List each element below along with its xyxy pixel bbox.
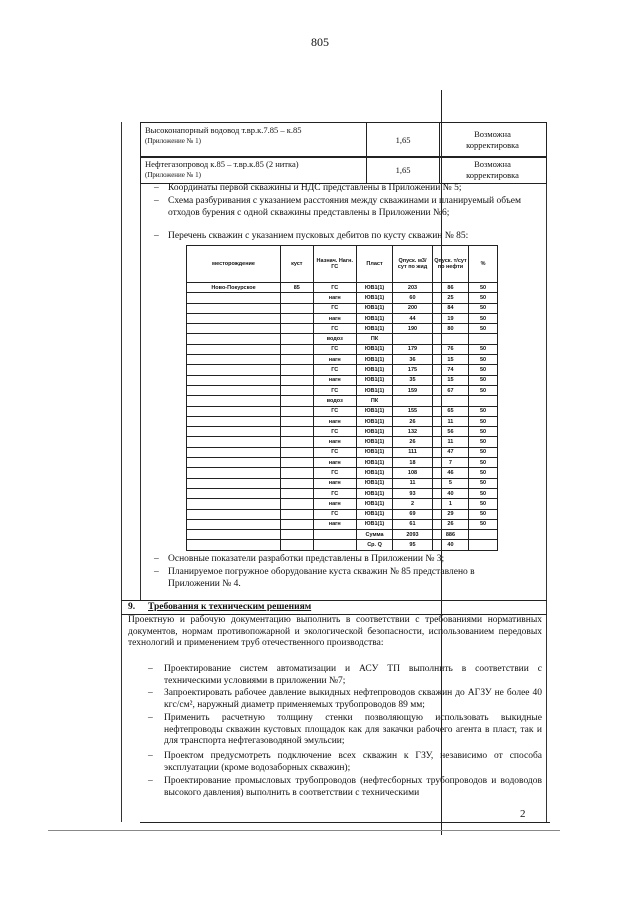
table-cell: ГС bbox=[313, 509, 356, 519]
table-cell: 7 bbox=[432, 458, 468, 468]
table-cell: 50 bbox=[469, 509, 498, 519]
table-cell: 85 bbox=[281, 283, 314, 293]
table-cell: 50 bbox=[469, 283, 498, 293]
pipeline-status: Возможна корректировка bbox=[466, 159, 519, 180]
table-cell: 61 bbox=[393, 519, 433, 529]
table-cell: ЮВ1(1) bbox=[356, 437, 392, 447]
table-row bbox=[187, 468, 498, 478]
table-cell bbox=[281, 416, 314, 426]
table-cell: нагн bbox=[313, 375, 356, 385]
table-cell: 175 bbox=[393, 365, 433, 375]
bullet-item: – Планируемое погружное оборудование куста скважин № 85 представлено в Приложении № 4. bbox=[154, 567, 475, 589]
table-cell: 60 bbox=[393, 293, 433, 303]
table-cell: 15 bbox=[432, 355, 468, 365]
table-cell bbox=[281, 313, 314, 323]
table-cell bbox=[187, 530, 281, 540]
table-cell: 50 bbox=[469, 427, 498, 437]
table-cell bbox=[281, 499, 314, 509]
table-cell bbox=[187, 499, 281, 509]
table-cell bbox=[187, 365, 281, 375]
table-cell: ЮВ1(1) bbox=[356, 427, 392, 437]
table-cell: ГС bbox=[313, 406, 356, 416]
pipeline-name: Высоконапорный водовод т.вр.к.7.85 – к.85 bbox=[145, 125, 302, 135]
table-cell bbox=[187, 540, 281, 550]
table-cell: 26 bbox=[393, 416, 433, 426]
table-cell: ЮВ1(1) bbox=[356, 313, 392, 323]
table-cell bbox=[187, 427, 281, 437]
table-cell: ГС bbox=[313, 324, 356, 334]
table-cell: ЮВ1(1) bbox=[356, 406, 392, 416]
table-cell: нагн bbox=[313, 458, 356, 468]
footer-number: 2 bbox=[520, 808, 526, 820]
table-header-cell: Qпуск. т/сут по нефти bbox=[432, 246, 468, 283]
table-cell bbox=[281, 396, 314, 406]
table-cell: 50 bbox=[469, 324, 498, 334]
table-cell: 47 bbox=[432, 447, 468, 457]
pipeline-value: 1,65 bbox=[367, 157, 440, 183]
section-item: – Проектом предусмотреть подключение всех скважин к ГЗУ, независимо от способа эксплуатации (кроме водозаборных скважин); bbox=[148, 751, 542, 773]
table-row bbox=[187, 530, 498, 540]
footer-rule bbox=[48, 830, 560, 831]
table-row bbox=[187, 427, 498, 437]
table-cell: 50 bbox=[469, 437, 498, 447]
table-cell: ЮВ1(1) bbox=[356, 447, 392, 457]
table-cell: 50 bbox=[469, 303, 498, 313]
table-cell bbox=[187, 488, 281, 498]
table-cell: ГС bbox=[313, 303, 356, 313]
table-cell bbox=[281, 437, 314, 447]
table-cell: нагн bbox=[313, 293, 356, 303]
table-cell: 74 bbox=[432, 365, 468, 375]
table-cell: 50 bbox=[469, 375, 498, 385]
table-cell: 108 bbox=[393, 468, 433, 478]
pipeline-name: Нефтегазопровод к.85 – т.вр.к.85 (2 нитка) bbox=[145, 159, 299, 169]
table-row bbox=[187, 478, 498, 488]
table-cell bbox=[187, 385, 281, 395]
table-cell: водоз bbox=[313, 396, 356, 406]
table-cell: ЮВ1(1) bbox=[356, 283, 392, 293]
table-cell bbox=[313, 540, 356, 550]
table-cell: 111 bbox=[393, 447, 433, 457]
table-cell: 15 bbox=[432, 375, 468, 385]
table-header-cell: месторождение bbox=[187, 246, 281, 283]
table-cell bbox=[187, 396, 281, 406]
table-cell bbox=[187, 375, 281, 385]
table-cell: 67 bbox=[432, 385, 468, 395]
table-cell: ГС bbox=[313, 283, 356, 293]
table-cell bbox=[281, 519, 314, 529]
bullet-item: – Схема разбуривания с указанием расстояния между скважинами и планируемый объем отходов бурения с одной скважины представлены в Приложении №6; bbox=[154, 196, 521, 218]
table-cell: нагн bbox=[313, 313, 356, 323]
table-cell bbox=[281, 530, 314, 540]
table-cell bbox=[281, 293, 314, 303]
table-cell bbox=[187, 313, 281, 323]
table-cell bbox=[281, 334, 314, 344]
table-cell bbox=[187, 519, 281, 529]
table-cell bbox=[187, 447, 281, 457]
table-cell: Ср. Q bbox=[356, 540, 392, 550]
table-cell: 26 bbox=[393, 437, 433, 447]
table-row bbox=[187, 355, 498, 365]
table-cell bbox=[281, 344, 314, 354]
table-cell bbox=[281, 385, 314, 395]
table-cell bbox=[187, 509, 281, 519]
table-cell: 50 bbox=[469, 385, 498, 395]
table-row bbox=[187, 416, 498, 426]
table-cell: 155 bbox=[393, 406, 433, 416]
bullet-item: – Перечень скважин с указанием пусковых дебитов по кусту скважин № 85: bbox=[154, 231, 469, 241]
table-cell: 159 bbox=[393, 385, 433, 395]
table-cell: ЮВ1(1) bbox=[356, 324, 392, 334]
table-cell bbox=[281, 458, 314, 468]
table-cell: 35 bbox=[393, 375, 433, 385]
table-cell bbox=[281, 540, 314, 550]
table-cell: 1 bbox=[432, 499, 468, 509]
table-cell bbox=[187, 468, 281, 478]
table-row bbox=[187, 447, 498, 457]
table-header-cell: Qпуск. м3/сут по жид bbox=[393, 246, 433, 283]
pipeline-note: (Приложение № 1) bbox=[145, 171, 201, 179]
table-cell bbox=[469, 530, 498, 540]
table-cell: 50 bbox=[469, 406, 498, 416]
table-cell bbox=[187, 406, 281, 416]
table-cell bbox=[187, 458, 281, 468]
table-cell bbox=[187, 303, 281, 313]
table-cell: ЮВ1(1) bbox=[356, 509, 392, 519]
table-cell: 26 bbox=[432, 519, 468, 529]
table-cell: 50 bbox=[469, 365, 498, 375]
table-cell: ГС bbox=[313, 488, 356, 498]
table-cell: 50 bbox=[469, 478, 498, 488]
section-item: – Запроектировать рабочее давление выкидных нефтепроводов скважин до АГЗУ не более 40 кгс/см², наружный диаметр применяемых трубопроводов 89 мм; bbox=[148, 688, 542, 710]
table-row bbox=[187, 283, 498, 293]
pipeline-row-1 bbox=[140, 122, 547, 158]
table-cell bbox=[187, 416, 281, 426]
table-cell: ЮВ1(1) bbox=[356, 303, 392, 313]
table-cell: ЮВ1(1) bbox=[356, 519, 392, 529]
section-number: 9. bbox=[128, 602, 136, 612]
section-item: – Применить расчетную толщину стенки позволяющую использовать выкидные нефтепроводы скважин кустовых площадок как для закачки рабочего агента в пласт, так и для транспорта нефтегазоводяной эмульсии; bbox=[148, 713, 542, 746]
table-cell: 46 bbox=[432, 468, 468, 478]
table-cell: 11 bbox=[432, 416, 468, 426]
table-row bbox=[187, 437, 498, 447]
table-cell: ЮВ1(1) bbox=[356, 344, 392, 354]
table-row bbox=[187, 303, 498, 313]
section-item: – Проектирование промысловых трубопроводов (нефтесборных трубопроводов и водоводов высокого давления) выполнить в соответствии с техническими bbox=[148, 776, 542, 798]
table-row bbox=[187, 488, 498, 498]
table-cell: ЮВ1(1) bbox=[356, 385, 392, 395]
table-cell: 50 bbox=[469, 488, 498, 498]
table-cell: 50 bbox=[469, 344, 498, 354]
table-cell: ГС bbox=[313, 447, 356, 457]
table-cell: 19 bbox=[432, 313, 468, 323]
table-cell bbox=[281, 488, 314, 498]
table-cell bbox=[393, 334, 433, 344]
table-cell bbox=[187, 355, 281, 365]
table-cell: Сумма bbox=[356, 530, 392, 540]
table-border-left bbox=[121, 122, 122, 822]
table-cell: 56 bbox=[432, 427, 468, 437]
table-cell: ЮВ1(1) bbox=[356, 365, 392, 375]
table-row bbox=[187, 334, 498, 344]
table-cell: Ново-Покурское bbox=[187, 283, 281, 293]
table-cell: 179 bbox=[393, 344, 433, 354]
table-cell: 86 bbox=[432, 283, 468, 293]
table-row bbox=[187, 313, 498, 323]
pipeline-value: 1,65 bbox=[367, 123, 440, 157]
table-cell bbox=[187, 344, 281, 354]
table-cell: нагн bbox=[313, 519, 356, 529]
table-cell: 132 bbox=[393, 427, 433, 437]
table-cell bbox=[187, 437, 281, 447]
table-cell: 84 bbox=[432, 303, 468, 313]
table-cell: 190 bbox=[393, 324, 433, 334]
table-cell: нагн bbox=[313, 478, 356, 488]
table-cell: ПК bbox=[356, 396, 392, 406]
table-cell: 2093 bbox=[393, 530, 433, 540]
table-cell: 69 bbox=[393, 509, 433, 519]
table-cell bbox=[187, 334, 281, 344]
table-cell: ЮВ1(1) bbox=[356, 488, 392, 498]
table-cell bbox=[313, 530, 356, 540]
table-border-right bbox=[546, 122, 547, 822]
table-row bbox=[187, 406, 498, 416]
table-cell bbox=[187, 324, 281, 334]
table-cell bbox=[281, 355, 314, 365]
table-cell bbox=[469, 540, 498, 550]
table-header-cell: куст bbox=[281, 246, 314, 283]
table-cell bbox=[187, 293, 281, 303]
table-cell: 80 bbox=[432, 324, 468, 334]
pipeline-row-2 bbox=[140, 156, 547, 184]
section-intro: Проектную и рабочую документацию выполнить в соответствии с требованиями нормативных документов, нормам противопожарной и экологической безопасности, использованием передовых технологий и применением труб отечественного производства: bbox=[128, 615, 542, 648]
table-row bbox=[187, 540, 498, 550]
table-cell: ЮВ1(1) bbox=[356, 499, 392, 509]
table-row bbox=[187, 324, 498, 334]
table-cell bbox=[281, 324, 314, 334]
table-border-inner bbox=[140, 122, 141, 600]
table-row bbox=[187, 375, 498, 385]
table-cell bbox=[281, 303, 314, 313]
table-cell: 50 bbox=[469, 499, 498, 509]
table-cell: 50 bbox=[469, 313, 498, 323]
table-row bbox=[187, 385, 498, 395]
table-cell: 76 bbox=[432, 344, 468, 354]
table-cell: 44 bbox=[393, 313, 433, 323]
bullet-item: – Основные показатели разработки представлены в Приложении № 3; bbox=[154, 554, 445, 564]
table-cell: 65 bbox=[432, 406, 468, 416]
table-cell: 11 bbox=[393, 478, 433, 488]
table-cell: 203 bbox=[393, 283, 433, 293]
table-cell: 50 bbox=[469, 416, 498, 426]
table-cell: 50 bbox=[469, 447, 498, 457]
table-cell: 11 bbox=[432, 437, 468, 447]
table-cell bbox=[281, 427, 314, 437]
table-row bbox=[187, 344, 498, 354]
table-header-cell: Назнач. Нагн. ГС bbox=[313, 246, 356, 283]
wells-table bbox=[186, 245, 498, 551]
table-cell: ПК bbox=[356, 334, 392, 344]
table-cell: ЮВ1(1) bbox=[356, 293, 392, 303]
table-cell: ЮВ1(1) bbox=[356, 458, 392, 468]
table-cell: ГС bbox=[313, 468, 356, 478]
table-cell bbox=[281, 365, 314, 375]
table-cell: нагн bbox=[313, 416, 356, 426]
page-number: 805 bbox=[311, 35, 329, 49]
section-top-border bbox=[121, 600, 547, 601]
table-header-cell: Пласт bbox=[356, 246, 392, 283]
table-cell: ЮВ1(1) bbox=[356, 416, 392, 426]
table-cell bbox=[281, 375, 314, 385]
table-cell: 29 bbox=[432, 509, 468, 519]
table-row bbox=[187, 396, 498, 406]
table-header-cell: % bbox=[469, 246, 498, 283]
table-cell: 200 bbox=[393, 303, 433, 313]
table-cell: ГС bbox=[313, 427, 356, 437]
table-cell: нагн bbox=[313, 355, 356, 365]
table-cell: 2 bbox=[393, 499, 433, 509]
table-cell bbox=[281, 478, 314, 488]
table-cell: 50 bbox=[469, 519, 498, 529]
table-header-row bbox=[187, 246, 498, 283]
table-cell bbox=[432, 334, 468, 344]
table-row bbox=[187, 293, 498, 303]
table-cell: 40 bbox=[432, 488, 468, 498]
table-row bbox=[187, 458, 498, 468]
table-cell: 50 bbox=[469, 458, 498, 468]
table-cell: 95 bbox=[393, 540, 433, 550]
table-row bbox=[187, 509, 498, 519]
table-row bbox=[187, 365, 498, 375]
table-cell: ГС bbox=[313, 365, 356, 375]
table-cell bbox=[187, 478, 281, 488]
table-cell bbox=[281, 406, 314, 416]
table-cell bbox=[281, 509, 314, 519]
table-cell: 50 bbox=[469, 355, 498, 365]
table-cell: ГС bbox=[313, 385, 356, 395]
table-cell: ГС bbox=[313, 344, 356, 354]
table-cell: 40 bbox=[432, 540, 468, 550]
table-row bbox=[187, 519, 498, 529]
table-bottom-border bbox=[140, 822, 550, 823]
table-cell: 18 bbox=[393, 458, 433, 468]
table-cell: ЮВ1(1) bbox=[356, 478, 392, 488]
table-cell: нагн bbox=[313, 499, 356, 509]
section-title: Требования к техническим решениям bbox=[148, 602, 312, 612]
table-cell: 93 bbox=[393, 488, 433, 498]
table-cell: 5 bbox=[432, 478, 468, 488]
table-cell bbox=[281, 447, 314, 457]
pipeline-status: Возможна корректировка bbox=[466, 129, 519, 150]
table-row bbox=[187, 499, 498, 509]
table-cell: 50 bbox=[469, 468, 498, 478]
bullet-item: – Координаты первой скважины и НДС представлены в Приложении № 5; bbox=[154, 183, 462, 193]
table-cell: нагн bbox=[313, 437, 356, 447]
table-cell: 886 bbox=[432, 530, 468, 540]
section-item: – Проектирование систем автоматизации и АСУ ТП выполнить в соответствии с техническими условиями в приложении №7; bbox=[148, 664, 542, 686]
table-cell: ЮВ1(1) bbox=[356, 468, 392, 478]
table-cell: 50 bbox=[469, 293, 498, 303]
table-cell: 36 bbox=[393, 355, 433, 365]
table-cell: 25 bbox=[432, 293, 468, 303]
pipeline-note: (Приложение № 1) bbox=[145, 137, 201, 145]
table-cell: водоз bbox=[313, 334, 356, 344]
table-cell bbox=[469, 334, 498, 344]
table-cell bbox=[432, 396, 468, 406]
table-cell bbox=[393, 396, 433, 406]
table-cell: ЮВ1(1) bbox=[356, 375, 392, 385]
table-cell: ЮВ1(1) bbox=[356, 355, 392, 365]
table-cell bbox=[469, 396, 498, 406]
table-cell bbox=[281, 468, 314, 478]
